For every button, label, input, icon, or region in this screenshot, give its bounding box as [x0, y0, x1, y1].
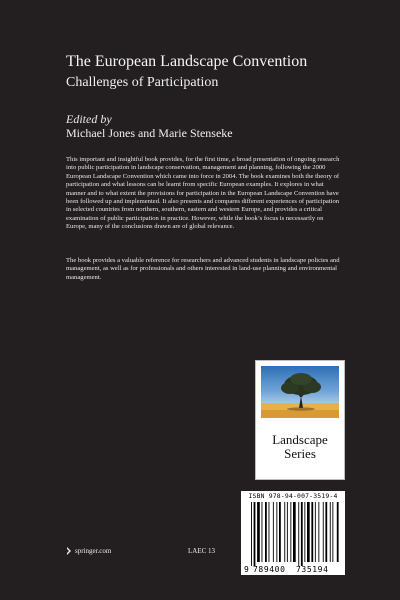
barcode-bar: [307, 502, 310, 562]
barcode-graphic: [241, 500, 345, 575]
barcode-digits-right: 735194: [296, 565, 329, 574]
barcode-bar: [279, 502, 281, 562]
barcode-bar: [323, 502, 324, 562]
barcode-bar: [325, 502, 327, 562]
barcode-digit-lead: 9: [244, 565, 249, 574]
description-paragraph-2: The book provides a valuable reference for researchers and advanced students in landscape policies and management, as well as for professionals and others interested in land-use planning and environmental management.: [66, 257, 340, 281]
barcode-bar: [337, 502, 339, 562]
barcode-bar: [304, 502, 305, 562]
series-logo: [255, 360, 345, 480]
barcode-bar: [269, 502, 270, 562]
series-line-1: Landscape: [272, 432, 328, 447]
series-label: [256, 433, 344, 461]
barcode-bar: [257, 502, 260, 562]
publisher-link[interactable]: [66, 547, 111, 555]
series-line-2: Series: [284, 446, 316, 461]
barcode-bar: [301, 502, 303, 566]
barcode-bar: [311, 502, 313, 562]
barcode-bar: [318, 502, 319, 562]
barcode-bar: [330, 502, 331, 562]
publisher-url[interactable]: springer.com: [75, 547, 112, 555]
description-paragraph-1: This important and insightful book provides, for the first time, a broad presentation of ongoing research into public participation in landscape conservation, management and planning, following the 2000 European Landscape Convention which came into force in 2004. The book examines both the theory of participation and what lessons can be learnt from specific European examples. It explores in what manner and to what extent the provisions for participation in the European Landscape Convention have been followed up and implemented. It also presents and compares different experiences of participation in selected countries from northern, southern, eastern and western Europe, and provides a critical examination of public participation in practice. However, while the book’s focus is necessarily on Europe, many of the conclusions drawn are of global relevance.: [66, 156, 340, 231]
barcode-bar: [254, 502, 256, 566]
barcode-bar: [298, 502, 299, 566]
barcode-bar: [265, 502, 267, 562]
barcode-bar: [284, 502, 285, 562]
isbn-label: ISBN 978-94-007-3519-4: [248, 492, 338, 500]
book-code: LAEC 13: [188, 547, 216, 555]
editors-names: Michael Jones and Marie Stenseke: [66, 126, 233, 140]
book-title: The European Landscape Convention: [66, 53, 308, 70]
barcode-bar: [315, 502, 316, 562]
barcode-bar: [262, 502, 263, 562]
edited-by-label: Edited by: [66, 112, 112, 126]
barcode-bar: [273, 502, 274, 562]
book-subtitle: Challenges of Participation: [66, 75, 219, 90]
barcode-bar: [332, 502, 333, 562]
barcode-bar: [293, 502, 296, 562]
barcode-bar: [287, 502, 288, 562]
chevron-right-icon: [66, 547, 72, 555]
barcode-bar: [276, 502, 277, 562]
isbn-barcode: [241, 491, 345, 575]
barcode-bar: [251, 502, 252, 566]
barcode-digits-left: 789400: [253, 565, 286, 574]
barcode-bar: [290, 502, 291, 562]
tree-landscape-image: [261, 366, 339, 418]
